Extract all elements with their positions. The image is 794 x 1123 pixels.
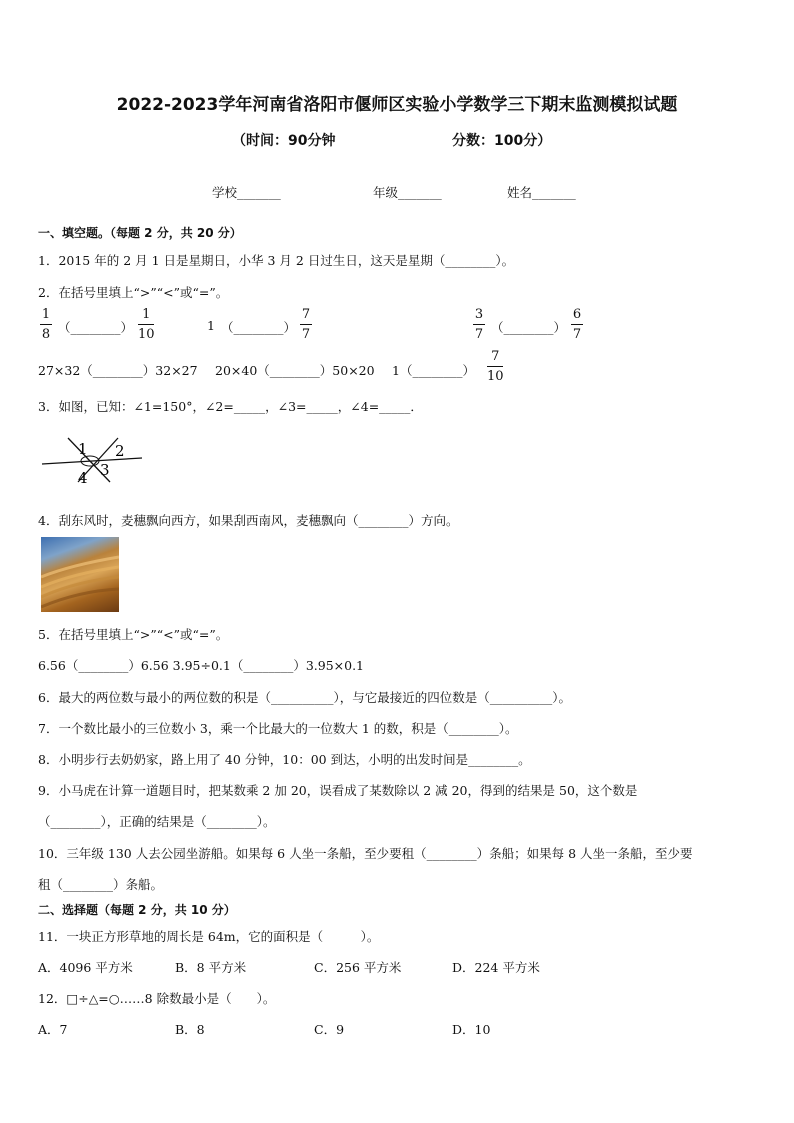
denominator: 7 [301, 327, 311, 342]
page-title: 2022-2023学年河南省洛阳市偃师区实验小学数学三下期末监测模拟试题 [116, 95, 678, 115]
question-10-line-2: 租（________）条船。 [38, 877, 164, 892]
denominator: 7 [572, 327, 582, 342]
denominator: 8 [41, 327, 51, 342]
school-field: 学校_______ [212, 185, 281, 200]
angle-label-2: 2 [115, 442, 125, 460]
angle-diagram [38, 430, 148, 488]
question-1: 1．2015 年的 2 月 1 日是星期日，小华 3 月 2 日过生日，这天是星期（________）。 [38, 253, 515, 268]
q11-option-b: B．8 平方米 [175, 960, 247, 975]
fraction-3-7 [473, 308, 485, 341]
compare-blank: （________） [491, 320, 567, 335]
question-10-line-1: 10．三年级 130 人去公园坐游船。如果每 6 人坐一条船，至少要租（________）条船；如果每 8 人坐一条船，至少要 [38, 846, 693, 861]
fraction-7-7 [300, 308, 312, 341]
wheat-photo [41, 537, 119, 612]
question-5-items: 6.56（________）6.56 3.95÷0.1（________）3.95×0.1 [38, 658, 365, 673]
q12-option-c: C．9 [314, 1022, 345, 1037]
angle-label-3: 3 [100, 461, 110, 479]
question-12: 12．□÷△=○……8 除数最小是（ ）。 [38, 991, 276, 1006]
numerator: 7 [301, 307, 311, 322]
compare-blank: （________） [221, 320, 297, 335]
numerator: 3 [474, 307, 484, 322]
compare-20x40: 20×40（________）50×20 [215, 363, 375, 378]
numerator: 1 [142, 307, 151, 322]
question-5: 5．在括号里填上“>”“<”或“=”。 [38, 627, 229, 642]
number-1: 1 [207, 318, 215, 333]
score-label: 分数：100分） [452, 133, 552, 149]
question-9-line-2: （________），正确的结果是（________）。 [38, 814, 276, 829]
grade-field: 年级_______ [373, 185, 442, 200]
q11-option-d: D．224 平方米 [452, 960, 540, 975]
question-11: 11．一块正方形草地的周长是 64m，它的面积是（ ）。 [38, 929, 380, 944]
fraction-7-10 [487, 350, 504, 383]
q12-option-d: D．10 [452, 1022, 491, 1037]
fraction-1-8 [40, 308, 52, 341]
question-9-line-1: 9．小马虎在计算一道题目时，把某数乘 2 加 20，误看成了某数除以 2 减 20，得到的结果是 50，这个数是 [38, 783, 638, 798]
question-8: 8．小明步行去奶奶家，路上用了 40 分钟，10：00 到达，小明的出发时间是________。 [38, 752, 531, 767]
fraction-6-7 [571, 308, 583, 341]
numerator: 7 [491, 349, 500, 364]
q11-option-c: C．256 平方米 [314, 960, 402, 975]
denominator: 10 [138, 327, 155, 342]
compare-27x32: 27×32（________）32×27 [38, 363, 198, 378]
question-2: 2．在括号里填上“>”“<”或“=”。 [38, 285, 229, 300]
q11-option-a: A．4096 平方米 [38, 960, 133, 975]
numerator: 6 [572, 307, 582, 322]
angle-label-4: 4 [78, 469, 88, 487]
q12-option-b: B．8 [175, 1022, 205, 1037]
numerator: 1 [41, 307, 51, 322]
section-2-heading: 二、选择题（每题 2 分，共 10 分） [38, 903, 236, 917]
name-field: 姓名_______ [507, 185, 576, 200]
question-3: 3．如图，已知：∠1=150°，∠2=_____，∠3=_____，∠4=_____． [38, 399, 423, 414]
question-6: 6．最大的两位数与最小的两位数的积是（__________），与它最接近的四位数是（__________）。 [38, 690, 571, 705]
compare-blank: （________） [58, 320, 134, 335]
question-7: 7．一个数比最小的三位数小 3，乘一个比最大的一位数大 1 的数，积是（________）。 [38, 721, 518, 736]
q12-option-a: A．7 [38, 1022, 68, 1037]
fraction-1-10 [138, 308, 155, 341]
time-label: （时间：90分钟 [232, 133, 336, 149]
denominator: 10 [487, 369, 504, 384]
denominator: 7 [474, 327, 484, 342]
section-1-heading: 一、填空题。（每题 2 分，共 20 分） [38, 226, 242, 240]
compare-1: 1（________） [392, 363, 475, 378]
angle-label-1: 1 [78, 440, 88, 458]
question-4: 4．刮东风时，麦穗飘向西方，如果刮西南风，麦穗飘向（________）方向。 [38, 513, 459, 528]
